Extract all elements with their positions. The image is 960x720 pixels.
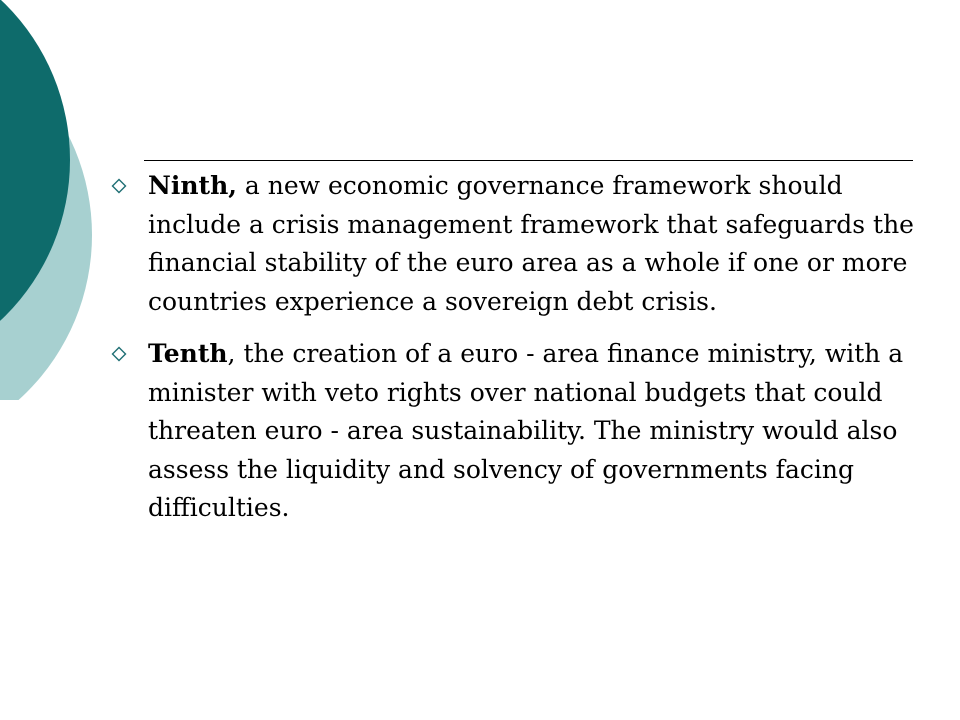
bullet-item-tenth <box>108 335 928 528</box>
bullet-lead: Tenth <box>148 339 228 368</box>
bullet-item-ninth <box>108 167 928 321</box>
bullet-lead: Ninth, <box>148 171 237 200</box>
diamond-outline-icon <box>111 178 127 194</box>
bullet-text: a new economic governance framework should include a crisis management framework that safeguards the financial stability of the euro area as a whole if one or more countries experience a sovereign debt crisis. <box>148 171 914 316</box>
diamond-outline-icon <box>111 346 127 362</box>
decorative-circles <box>0 0 100 400</box>
bullet-list <box>108 167 928 542</box>
title-divider-line <box>144 160 913 161</box>
bullet-text: , the creation of a euro - area finance ministry, with a minister with veto rights over national budgets that could threaten euro - area sustainability. The ministry would also assess the liquidity and solvency of governments facing difficulties. <box>148 339 904 522</box>
